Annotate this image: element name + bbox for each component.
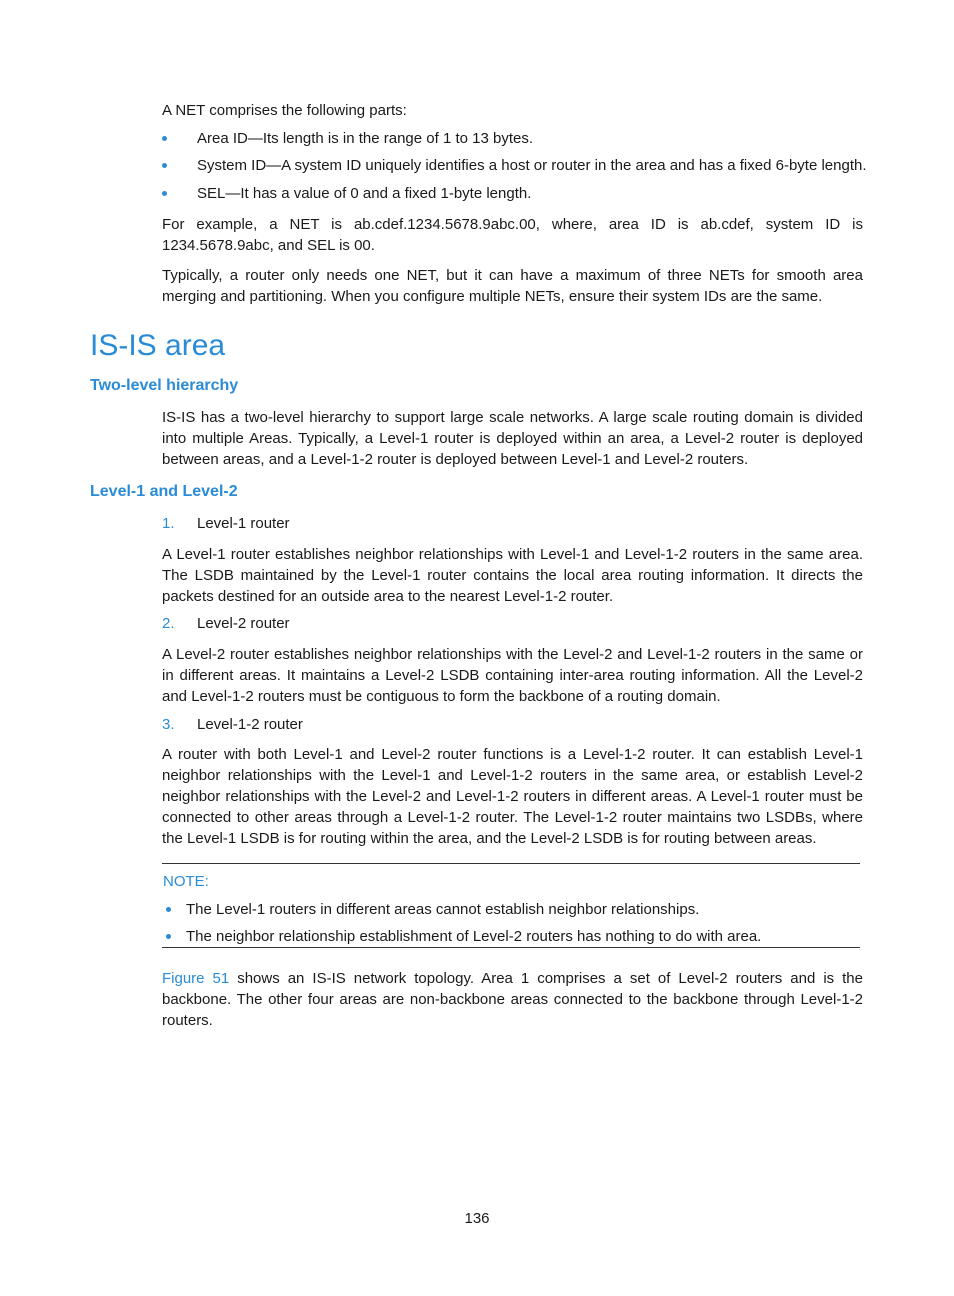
note-bottom-divider [162,947,860,948]
level1-paragraph: A Level-1 router establishes neighbor relationships with Level-1 and Level-1-2 routers in the same area. The LSDB maintained by the Level-1 router contains the local area routing information. It directs the packets destined for an outside area to the nearest Level-1-2 router. [162,546,863,605]
note-item-text: The Level-1 routers in different areas cannot establish neighbor relationships. [186,901,700,918]
bullet-icon [162,191,167,196]
note-top-divider [162,863,860,864]
item-title: Level-1-2 router [197,716,303,733]
list-item-text: System ID—A system ID uniquely identifies a host or router in the area and has a fixed 6-byte length. [197,157,867,174]
bullet-icon [162,136,167,141]
list-item-text: SEL—It has a value of 0 and a fixed 1-byte length. [197,185,532,202]
typically-paragraph: Typically, a router only needs one NET, but it can have a maximum of three NETs for smooth area merging and partitioning. When you configure multiple NETs, ensure their system IDs are the same. [162,267,863,305]
figure-reference-text: shows an IS-IS network topology. Area 1 comprises a set of Level-2 routers and is the backbone. The other four areas are non-backbone areas connected to the backbone through Level-1-2 routers. [162,970,863,1029]
level12-paragraph: A router with both Level-1 and Level-2 router functions is a Level-1-2 router. It can establish Level-1 neighbor relationships with the Level-1 and Level-1-2 routers in the same area, or establish Level-2 neighbor relationships with the Level-2 and Level-1-2 routers in different areas. A Level-1 router must be connected to other areas through a Level-1-2 router. The Level-1-2 router maintains two LSDBs, where the Level-1 LSDB is for routing within the area, and the Level-2 LSDB is for routing between areas. [162,746,863,847]
note-label: NOTE: [163,873,209,890]
subsection-heading-two-level: Two-level hierarchy [90,377,239,394]
intro-text: A NET comprises the following parts: [162,102,407,119]
bullet-icon [166,934,171,939]
item-number: 2. [162,615,175,632]
page-number: 136 [464,1210,490,1227]
item-title: Level-1 router [197,515,290,532]
section-title: IS-IS area [90,329,226,362]
bullet-icon [162,163,167,168]
subsection-heading-levels: Level-1 and Level-2 [90,483,238,500]
note-item-text: The neighbor relationship establishment of Level-2 routers has nothing to do with area. [186,928,762,945]
item-title: Level-2 router [197,615,290,632]
two-level-paragraph: IS-IS has a two-level hierarchy to support large scale networks. A large scale routing domain is divided into multiple Areas. Typically, a Level-1 router is deployed within an area, a Level-2 router is deployed between areas, and a Level-1-2 router is deployed between Level-1 and Level-2 routers. [162,409,863,468]
item-number: 3. [162,716,175,733]
level2-paragraph: A Level-2 router establishes neighbor relationships with the Level-2 and Level-1-2 routers in the same or in different areas. It maintains a Level-2 LSDB containing inter-area routing information. All the Level-2 and Level-1-2 routers must be contiguous to form the backbone of a routing domain. [162,646,863,705]
figure-reference-paragraph [162,968,863,1031]
bullet-icon [166,907,171,912]
example-paragraph: For example, a NET is ab.cdef.1234.5678.9abc.00, where, area ID is ab.cdef, system ID is 1234.5678.9abc, and SEL is 00. [162,216,863,254]
list-item-text: Area ID—Its length is in the range of 1 to 13 bytes. [197,130,534,147]
item-number: 1. [162,515,175,532]
figure-link[interactable]: Figure 51 [162,970,230,987]
